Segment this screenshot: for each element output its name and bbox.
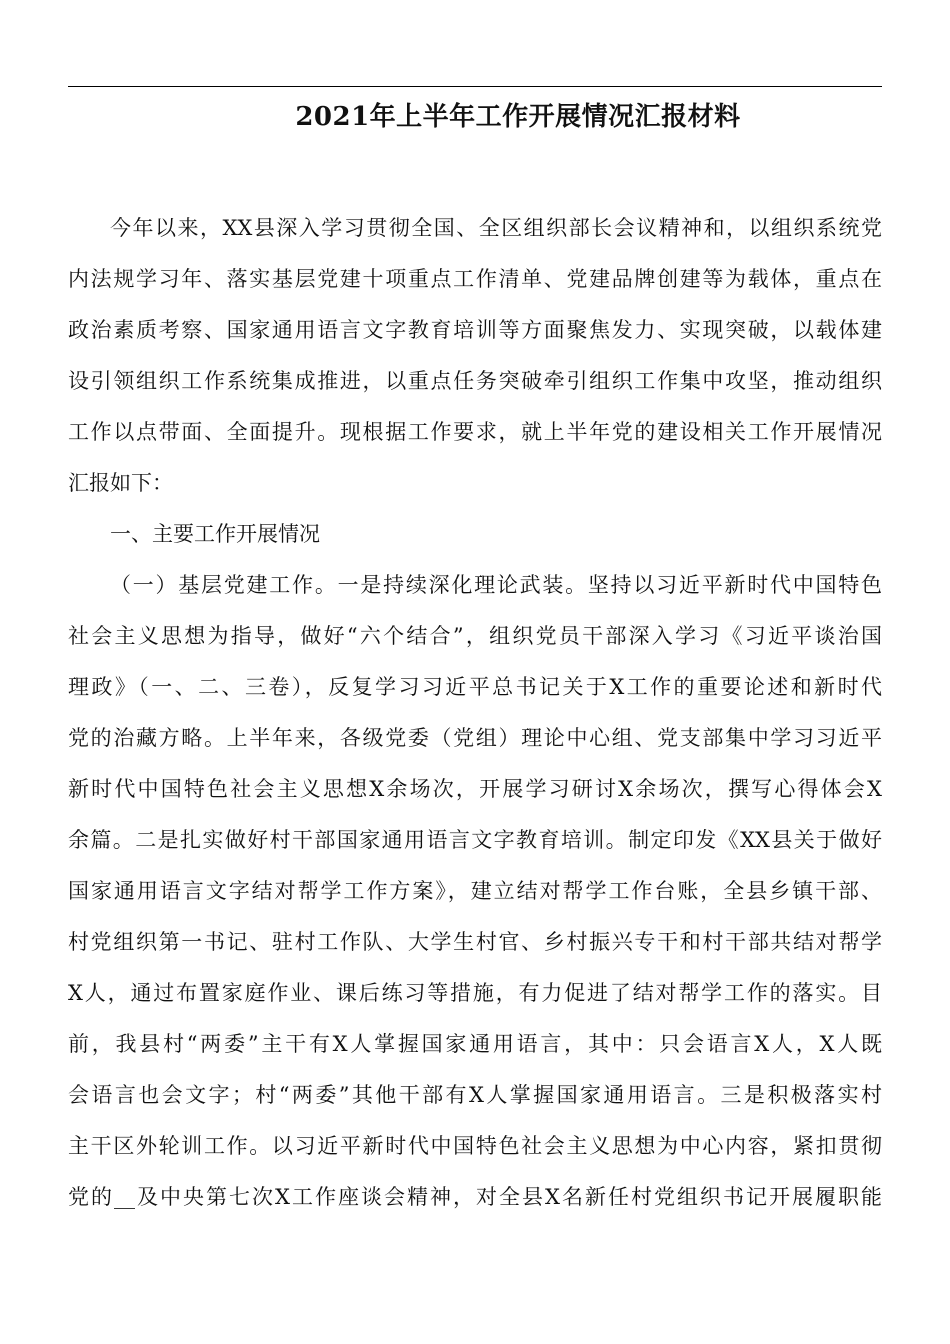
paragraph-line: 理政》（一、二、三卷），反复学习习近平总书记关于X工作的重要论述和新时代	[68, 675, 882, 699]
paragraph-line: 工作以点带面、全面提升。现根据工作要求，就上半年党的建设相关工作开展情况	[68, 420, 882, 444]
paragraph-line: 前，我县村“两委”主干有X人掌握国家通用语言，其中：只会语言X人，X人既	[68, 1032, 882, 1056]
paragraph-line: 党的__及中央第七次X工作座谈会精神，对全县X名新任村党组织书记开展履职能	[68, 1185, 882, 1209]
paragraph-line: 党的治藏方略。上半年来，各级党委（党组）理论中心组、党支部集中学习习近平	[68, 726, 882, 750]
paragraph-line: 今年以来，XX县深入学习贯彻全国、全区组织部长会议精神和，以组织系统党	[110, 216, 882, 240]
paragraph-line: 会语言也会文字；村“两委”其他干部有X人掌握国家通用语言。三是积极落实村	[68, 1083, 882, 1107]
paragraph-line: 国家通用语言文字结对帮学工作方案》，建立结对帮学工作台账，全县乡镇干部、	[68, 879, 882, 903]
section-heading: 一、主要工作开展情况	[110, 522, 320, 546]
document-title: 2021年上半年工作开展情况汇报材料	[295, 102, 741, 132]
paragraph-line: 汇报如下：	[68, 471, 173, 495]
paragraph-line: 村党组织第一书记、驻村工作队、大学生村官、乡村振兴专干和村干部共结对帮学	[68, 930, 882, 954]
paragraph-line: 设引领组织工作系统集成推进，以重点任务突破牵引组织工作集中攻坚，推动组织	[68, 369, 882, 393]
paragraph-line: 内法规学习年、落实基层党建十项重点工作清单、党建品牌创建等为载体，重点在	[68, 267, 882, 291]
paragraph-line: 余篇。二是扎实做好村干部国家通用语言文字教育培训。制定印发《XX县关于做好	[68, 828, 882, 852]
header-rule	[68, 86, 882, 87]
paragraph-line: 社会主义思想为指导，做好“六个结合”，组织党员干部深入学习《习近平谈治国	[68, 624, 882, 648]
paragraph-line: （一）基层党建工作。一是持续深化理论武装。坚持以习近平新时代中国特色	[110, 573, 882, 597]
paragraph-line: 新时代中国特色社会主义思想X余场次，开展学习研讨X余场次，撰写心得体会X	[68, 777, 882, 801]
paragraph-line: 主干区外轮训工作。以习近平新时代中国特色社会主义思想为中心内容，紧扣贯彻	[68, 1134, 882, 1158]
paragraph-line: 政治素质考察、国家通用语言文字教育培训等方面聚焦发力、实现突破，以载体建	[68, 318, 882, 342]
paragraph-line: X人，通过布置家庭作业、课后练习等措施，有力促进了结对帮学工作的落实。目	[68, 981, 882, 1005]
